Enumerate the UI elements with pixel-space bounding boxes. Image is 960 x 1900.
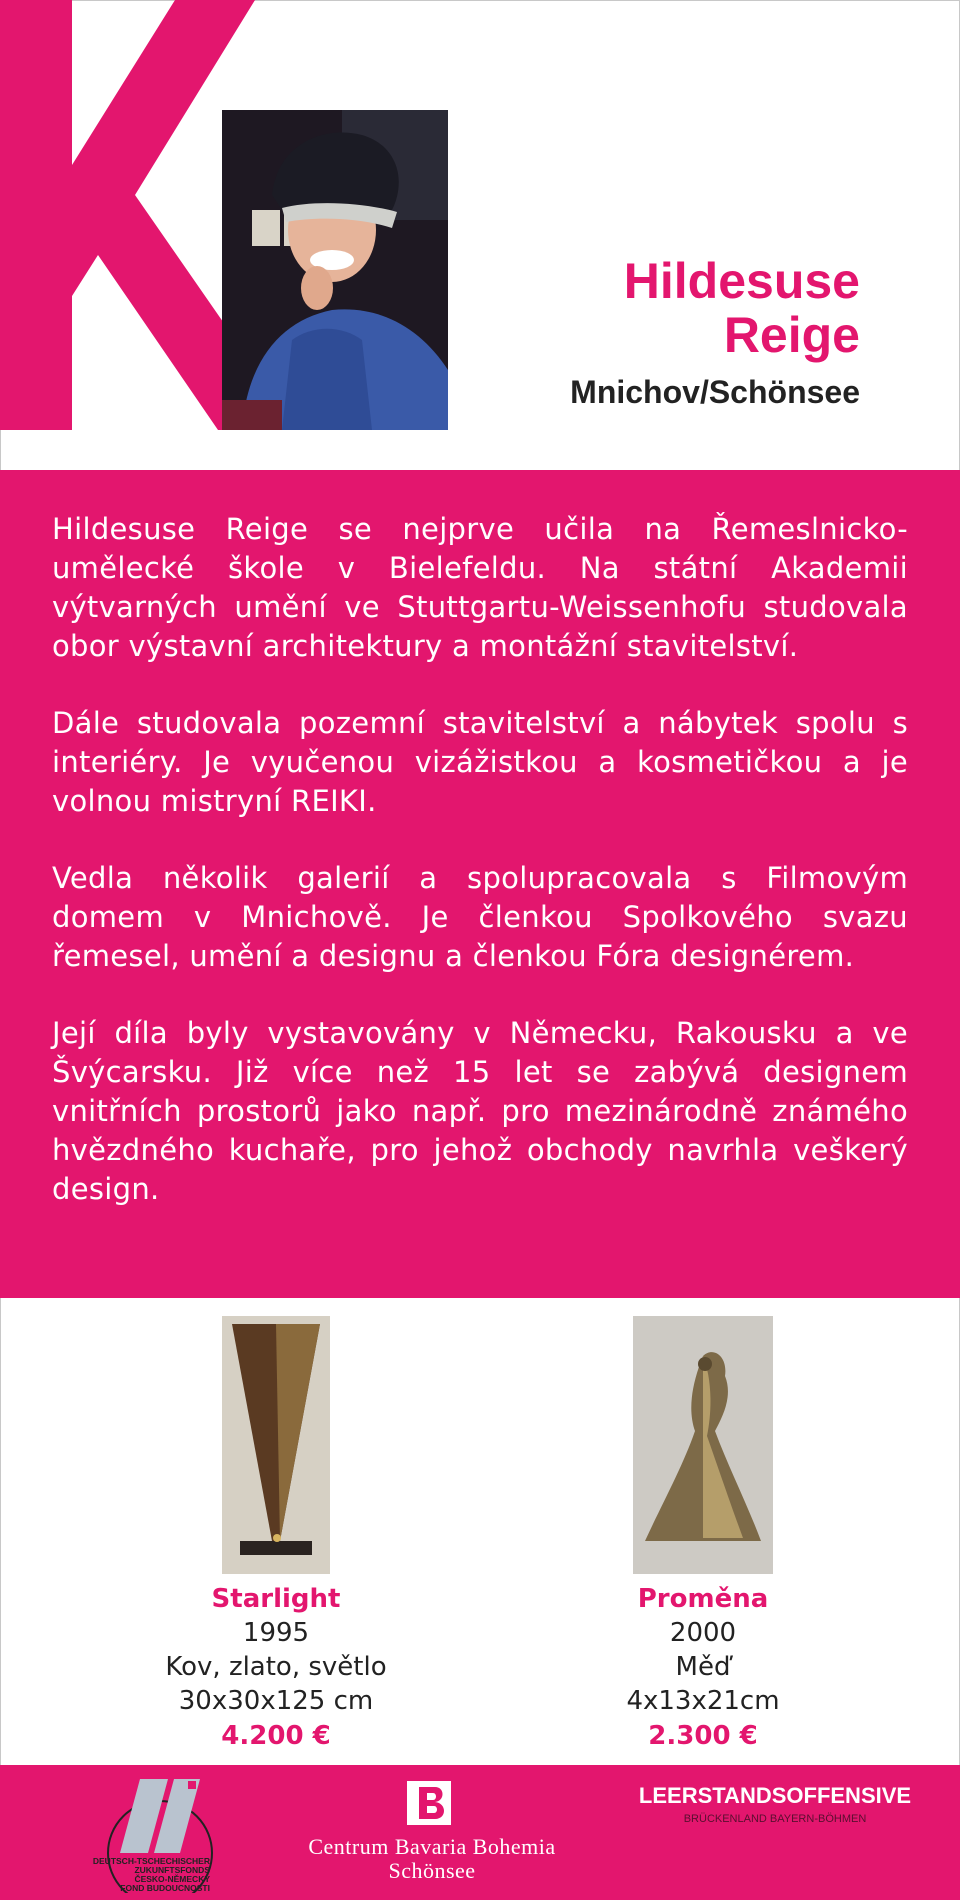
artwork-size: 30x30x125 cm (178, 1686, 374, 1716)
zukunftsfonds-text (40, 1857, 210, 1893)
fund-line: DEUTSCH-TSCHECHISCHER (92, 1856, 210, 1866)
artwork-material: Měď (675, 1652, 731, 1682)
leerstandsoffensive-subtitle: BRÜCKENLAND BAYERN-BÖHMEN (683, 1813, 867, 1825)
artist-name (624, 254, 860, 362)
fund-line: FOND BUDOUCNOSTI (120, 1883, 210, 1893)
fund-line: ČESKO-NĚMECKÝ (134, 1874, 210, 1884)
artwork-price: 2.300 € (648, 1721, 758, 1751)
artist-first-name: Hildesuse (623, 253, 860, 309)
artwork-size: 4x13x21cm (626, 1686, 780, 1716)
artist-city: Mnichov/Schönsee (570, 374, 860, 410)
artwork-starlight (106, 1316, 446, 1754)
artwork-promena (533, 1316, 873, 1754)
artwork-title: Proměna (637, 1584, 769, 1614)
artwork-year: 2000 (669, 1618, 737, 1648)
bio-paragraph: Hildesuse Reige se nejprve učila na Řemeslnicko-umělecké škole v Bielefeldu. Na státní Akademii výtvarných umění ve Stuttgartu-Weissenhofu studovala obor výstavní architektury a montážní stavitelství. (52, 512, 908, 663)
leerstandsoffensive-title: LEERSTANDSOFFENSIVE (638, 1783, 912, 1808)
bio-paragraph: Její díla byly vystavovány v Německu, Rakousku a ve Švýcarsku. Již více než 15 let se zabývá designem vnitřních prostorů jako např. pro mezinárodně známého hvězdného kuchaře, pro jehož obchody navrhla veškerý design. (52, 1016, 908, 1206)
centrum-bavaria-bohemia-logo (405, 1779, 453, 1827)
artist-last-name: Reige (723, 307, 860, 363)
cbb-line: Schönsee (388, 1858, 476, 1883)
sponsor-footer (0, 1765, 960, 1900)
artwork-title: Starlight (211, 1584, 341, 1614)
artwork-image (633, 1316, 773, 1574)
fund-line: ZUKUNFTSFONDS (134, 1865, 210, 1875)
artwork-material: Kov, zlato, světlo (165, 1652, 387, 1682)
biography-panel (0, 470, 960, 1298)
bio-paragraph: Vedla několik galerií a spolupracovala s Filmovým domem v Mnichově. Je členkou Spolkového svazu řemesel, umění a designu a členkou Fóra designérem. (52, 861, 908, 973)
cbb-line: Centrum Bavaria Bohemia (308, 1834, 556, 1859)
artwork-image (222, 1316, 330, 1574)
artist-photo (222, 110, 448, 430)
artwork-price: 4.200 € (221, 1721, 331, 1751)
bio-paragraph: Dále studovala pozemní stavitelství a nábytek spolu s interiéry. Je vyučenou vizážistkou a kosmetičkou a je volnou mistryní REIKI. (52, 706, 908, 818)
centrum-bavaria-bohemia-name (262, 1835, 602, 1883)
artwork-year: 1995 (242, 1618, 310, 1648)
